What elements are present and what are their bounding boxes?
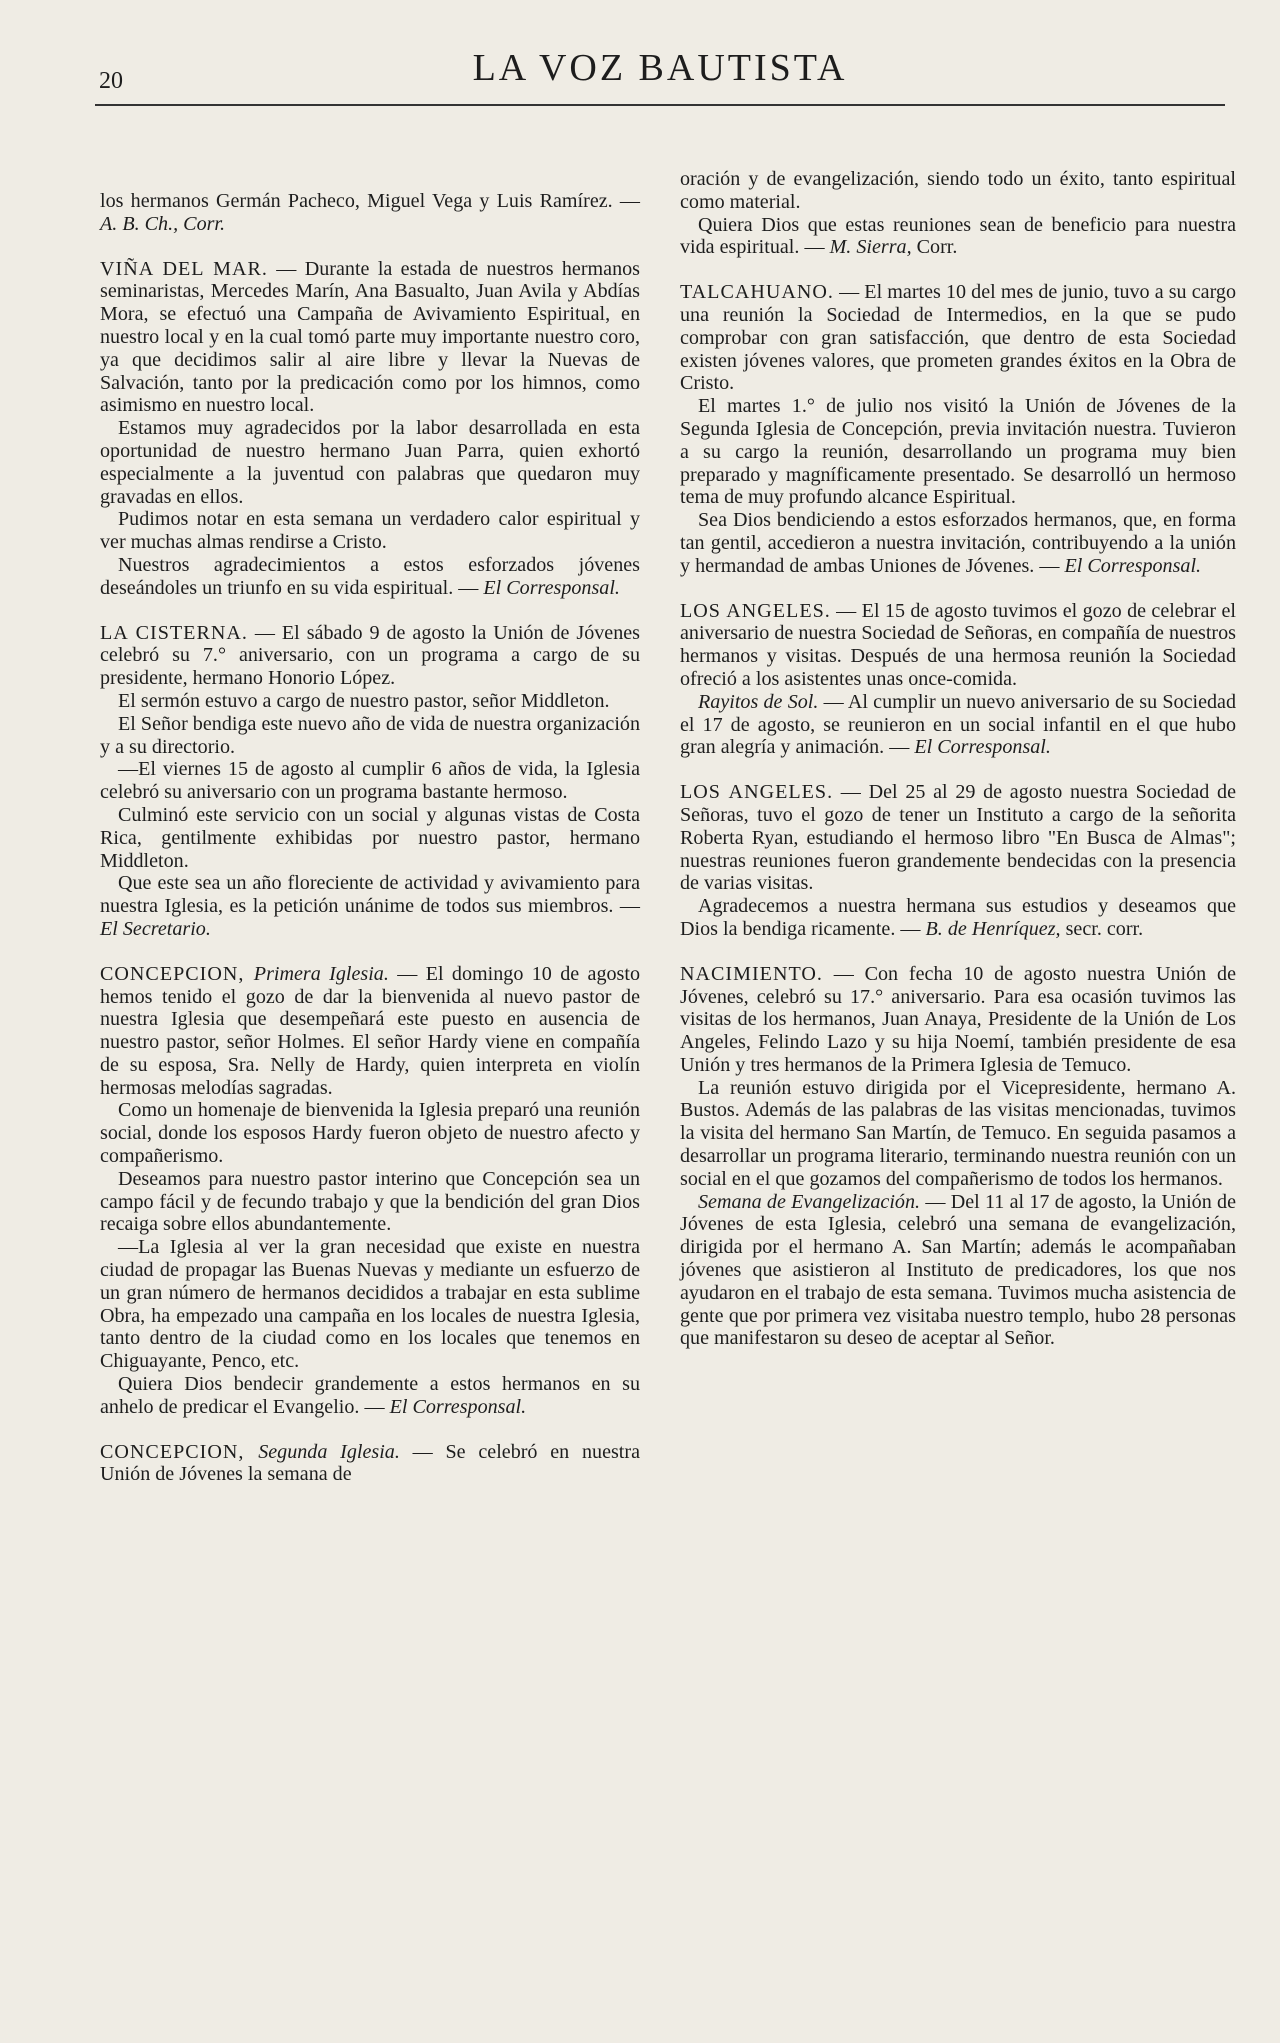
- paragraph-text: — El sábado 9 de agosto la Unión de Jóvenes celebró su 7.° aniversario, con un programa a cargo de su presidente, hermano Honorio López.: [100, 621, 640, 690]
- article-paragraph: [680, 895, 1236, 941]
- paragraph-text: — Con fecha 10 de agosto nuestra Unión de Jóvenes, celebró su 17.° aniversario. Para esa ocasión tuvimos las visitas de los hermanos, Juan Anaya, Presidente de la Unión de Los Angeles, Felindo Lazo y su hija Noemí, también presidente de esa Unión y tres hermanos de la Primera Iglesia de Temuco.: [680, 962, 1236, 1076]
- right-column: [680, 168, 1236, 1350]
- paragraph-text: El martes 1.° de julio nos visitó la Unión de Jóvenes de la Segunda Iglesia de Concepción, previa invitación nuestra. Tuvieron a su cargo la reunión, desarrollando un programa muy bien preparado y magníficamente presentado. Se desarrolló un hermoso tema de muy profundo alcance Espiritual.: [680, 395, 1236, 509]
- paragraph-text: El sermón estuvo a cargo de nuestro pastor, señor Middleton.: [118, 689, 610, 712]
- paragraph-text: Agradecemos a nuestra hermana sus estudios y deseamos que Dios la bendiga ricamente. —: [680, 895, 1236, 940]
- signature: M. Sierra,: [829, 236, 912, 259]
- article-paragraph: [680, 214, 1236, 260]
- paragraph-text: —La Iglesia al ver la gran necesidad que existe en nuestra ciudad de propagar las Buenas Nuevas y mediante un esfuerzo de un gran número de hermanos decididos a trabajar en esta sublime Obra, ha empezado una campaña en los locales de nuestra Iglesia, tanto dentro de la ciudad como en los locales que tenemos en Chiguayante, Penco, etc.: [100, 1236, 640, 1373]
- paragraph-lead: Semana de Evangelización.: [698, 1190, 921, 1213]
- article-paragraph-headed: [100, 258, 640, 418]
- paragraph-text: Como un homenaje de bienvenida la Iglesia preparó una reunión social, donde los esposos Hardy fueron objeto de nuestro afecto y compañerismo.: [100, 1099, 640, 1168]
- paragraph-text: El Señor bendiga este nuevo año de vida de nuestra organización y a su directorio.: [100, 712, 640, 758]
- signature-tail: secr. corr.: [1060, 917, 1144, 940]
- article-paragraph: [680, 1077, 1236, 1191]
- paragraph-text: Estamos muy agradecidos por la labor desarrollada en esta oportunidad de nuestro hermano Juan Parra, quien exhortó especialmente a la juventud con palabras que quedaron muy gravadas en ellos.: [100, 417, 640, 508]
- article-paragraph: [100, 554, 640, 600]
- article-paragraph-headed: [680, 281, 1236, 395]
- paragraph-text: — Al cumplir un nuevo aniversario de su Sociedad el 17 de agosto, se reunieron en un social infantil en el que hubo gran alegría y animación. —: [680, 690, 1236, 759]
- paragraph-text: — El 15 de agosto tuvimos el gozo de celebrar el aniversario de nuestra Sociedad de Señoras, en compañía de nuestros hermanos y visitas. Después de una hermosa reunión la Sociedad ofreció a los asistentes unas once-comida.: [680, 599, 1236, 690]
- signature: El Secretario.: [100, 917, 211, 940]
- article-paragraph: [100, 508, 640, 554]
- signature: El Corresponsal.: [1064, 554, 1202, 577]
- magazine-title: LA VOZ BAUTISTA: [472, 47, 848, 89]
- paragraph-text: — Se celebró en nuestra Unión de Jóvenes la semana de: [100, 1440, 640, 1486]
- article-paragraph: [680, 691, 1236, 759]
- article-paragraph-headed: [100, 963, 640, 1100]
- article-paragraph: [100, 1099, 640, 1167]
- paragraph-text: Culminó este servicio con un social y algunas vistas de Costa Rica, gentilmente exhibidas por nuestro pastor, hermano Middleton.: [100, 803, 640, 872]
- header-rule: [95, 104, 1225, 106]
- page-number: 20: [99, 68, 123, 94]
- section-heading: CONCEPCION,: [100, 962, 254, 985]
- paragraph-text: —El viernes 15 de agosto al cumplir 6 años de vida, la Iglesia celebró su aniversario con un programa bastante hermoso.: [100, 758, 640, 804]
- article-paragraph: [100, 758, 640, 804]
- article-paragraph: [100, 417, 640, 508]
- article-paragraph-headed: [680, 963, 1236, 1077]
- paragraph-lead: Rayitos de Sol.: [698, 690, 819, 713]
- left-column: [100, 190, 640, 1486]
- paragraph-text: Deseamos para nuestro pastor interino que Concepción sea un campo fácil y de fecundo trabajo y que la bendición del gran Dios recaiga sobre ellos abundantemente.: [100, 1167, 640, 1236]
- paragraph-text: — El domingo 10 de agosto hemos tenido el gozo de dar la bienvenida al nuevo pastor de nuestra Iglesia que desempeñará este puesto en ausencia de nuestro pastor, señor Holmes. El señor Hardy viene en compañía de su esposa, Sra. Nelly de Hardy, quien interpreta en violín hermosas melodías sagradas.: [100, 962, 640, 1099]
- paragraph-text: Sea Dios bendiciendo a estos esforzados hermanos, que, en forma tan gentil, accedieron a nuestra invitación, contribuyendo a la unión y hermandad de ambas Uniones de Jóvenes. —: [680, 509, 1236, 577]
- section-heading: LA CISTERNA.: [100, 621, 248, 644]
- paragraph-text: — Del 11 al 17 de agosto, la Unión de Jóvenes de esta Iglesia, celebró una semana de evangelización, dirigida por el hermano A. San Martín; además le acompañaban jóvenes que asistieron al Instituto de predicadores, los que nos ayudaron en el trabajo de esta semana. Tuvimos mucha asistencia de gente que por primera vez visitaba nuestro templo, hubo 28 personas que manifestaron su deseo de aceptar al Señor.: [680, 1190, 1236, 1350]
- paragraph-text: Que este sea un año floreciente de actividad y avivamiento para nuestra Iglesia, es la petición unánime de todos sus miembros. —: [100, 872, 640, 918]
- article-paragraph-headed: [680, 600, 1236, 691]
- section-heading: LOS ANGELES.: [680, 599, 831, 622]
- page-header: [95, 40, 1225, 100]
- paragraph-text: oración y de evangelización, siendo todo un éxito, tanto espiritual como material.: [680, 168, 1236, 213]
- article-paragraph: [100, 1373, 640, 1419]
- section-subheading: Primera Iglesia.: [253, 962, 389, 985]
- signature: B. de Henríquez,: [925, 917, 1061, 940]
- section-heading: CONCEPCION,: [100, 1440, 259, 1463]
- section-heading: LOS ANGELES.: [680, 781, 834, 804]
- signature-tail: Corr.: [911, 236, 958, 259]
- paragraph-text: Nuestros agradecimientos a estos esforzados jóvenes deseándoles un triunfo en su vida espiritual. —: [100, 553, 640, 599]
- paragraph-text: — Durante la estada de nuestros hermanos seminaristas, Mercedes Marín, Ana Basualto, Juan Avila y Abdías Mora, se efectuó una Campaña de Avivamiento Espiritual, en nuestro local y en la cual tomó parte muy importante nuestro coro, ya que decidimos salir al aire libre y llevar la Nuevas de Salvación, tanto por la predicación como por los himnos, como asimismo en nuestro local.: [100, 257, 640, 417]
- article-paragraph: [680, 168, 1236, 214]
- article-paragraph-headed: [100, 622, 640, 690]
- article-paragraph: [680, 509, 1236, 577]
- paragraph-text: Quiera Dios que estas reuniones sean de beneficio para nuestra vida espiritual. —: [680, 213, 1236, 259]
- paragraph-text: — Del 25 al 29 de agosto nuestra Sociedad de Señoras, tuvo el gozo de tener un Instituto a cargo de la señorita Roberta Ryan, estudiando el hermoso libro "En Busca de Almas"; nuestras reuniones fueron grandemente bendecidas con la presencia de varias visitas.: [680, 781, 1236, 895]
- article-paragraph: [680, 395, 1236, 509]
- article-paragraph: [100, 804, 640, 872]
- paragraph-text: La reunión estuvo dirigida por el Vicepresidente, hermano A. Bustos. Además de las palabras de las visitas mencionadas, tuvimos la visita del hermano San Martín, de Temuco. En seguida pasamos a desarrollar un programa literario, terminando nuestra reunión con un social en el que gozamos del compañerismo de todos los hermanos.: [680, 1076, 1236, 1190]
- article-paragraph: [100, 1168, 640, 1236]
- section-subheading: Segunda Iglesia.: [258, 1440, 400, 1463]
- article-paragraph: [100, 872, 640, 940]
- section-heading: VIÑA DEL MAR.: [100, 257, 268, 280]
- signature: El Corresponsal.: [914, 736, 1051, 759]
- article-paragraph-headed: [100, 1441, 640, 1487]
- article-paragraph-headed: [680, 781, 1236, 895]
- signature: A. B. Ch., Corr.: [100, 212, 226, 235]
- signature: El Corresponsal.: [483, 576, 620, 599]
- paragraph-text: Pudimos notar en esta semana un verdadero calor espiritual y ver muchas almas rendirse a Cristo.: [100, 508, 640, 554]
- paragraph-text: Quiera Dios bendecir grandemente a estos hermanos en su anhelo de predicar el Evangelio. —: [100, 1373, 640, 1418]
- article-paragraph: [100, 713, 640, 759]
- article-paragraph: [100, 690, 640, 713]
- paragraph-text: los hermanos Germán Pacheco, Miguel Vega y Luis Ramírez. —: [100, 190, 640, 212]
- article-paragraph: [100, 190, 640, 236]
- signature: El Corresponsal.: [389, 1395, 527, 1418]
- article-paragraph: [680, 1191, 1236, 1351]
- section-heading: TALCAHUANO.: [680, 281, 834, 304]
- section-heading: NACIMIENTO.: [680, 962, 823, 985]
- article-paragraph: [100, 1236, 640, 1373]
- paragraph-text: — El martes 10 del mes de junio, tuvo a su cargo una reunión la Sociedad de Intermedios, en la que se pudo comprobar con gran satisfacción, que dentro de esta Sociedad existen jóvenes valores, que prometen grandes éxitos en la Obra de Cristo.: [680, 281, 1236, 395]
